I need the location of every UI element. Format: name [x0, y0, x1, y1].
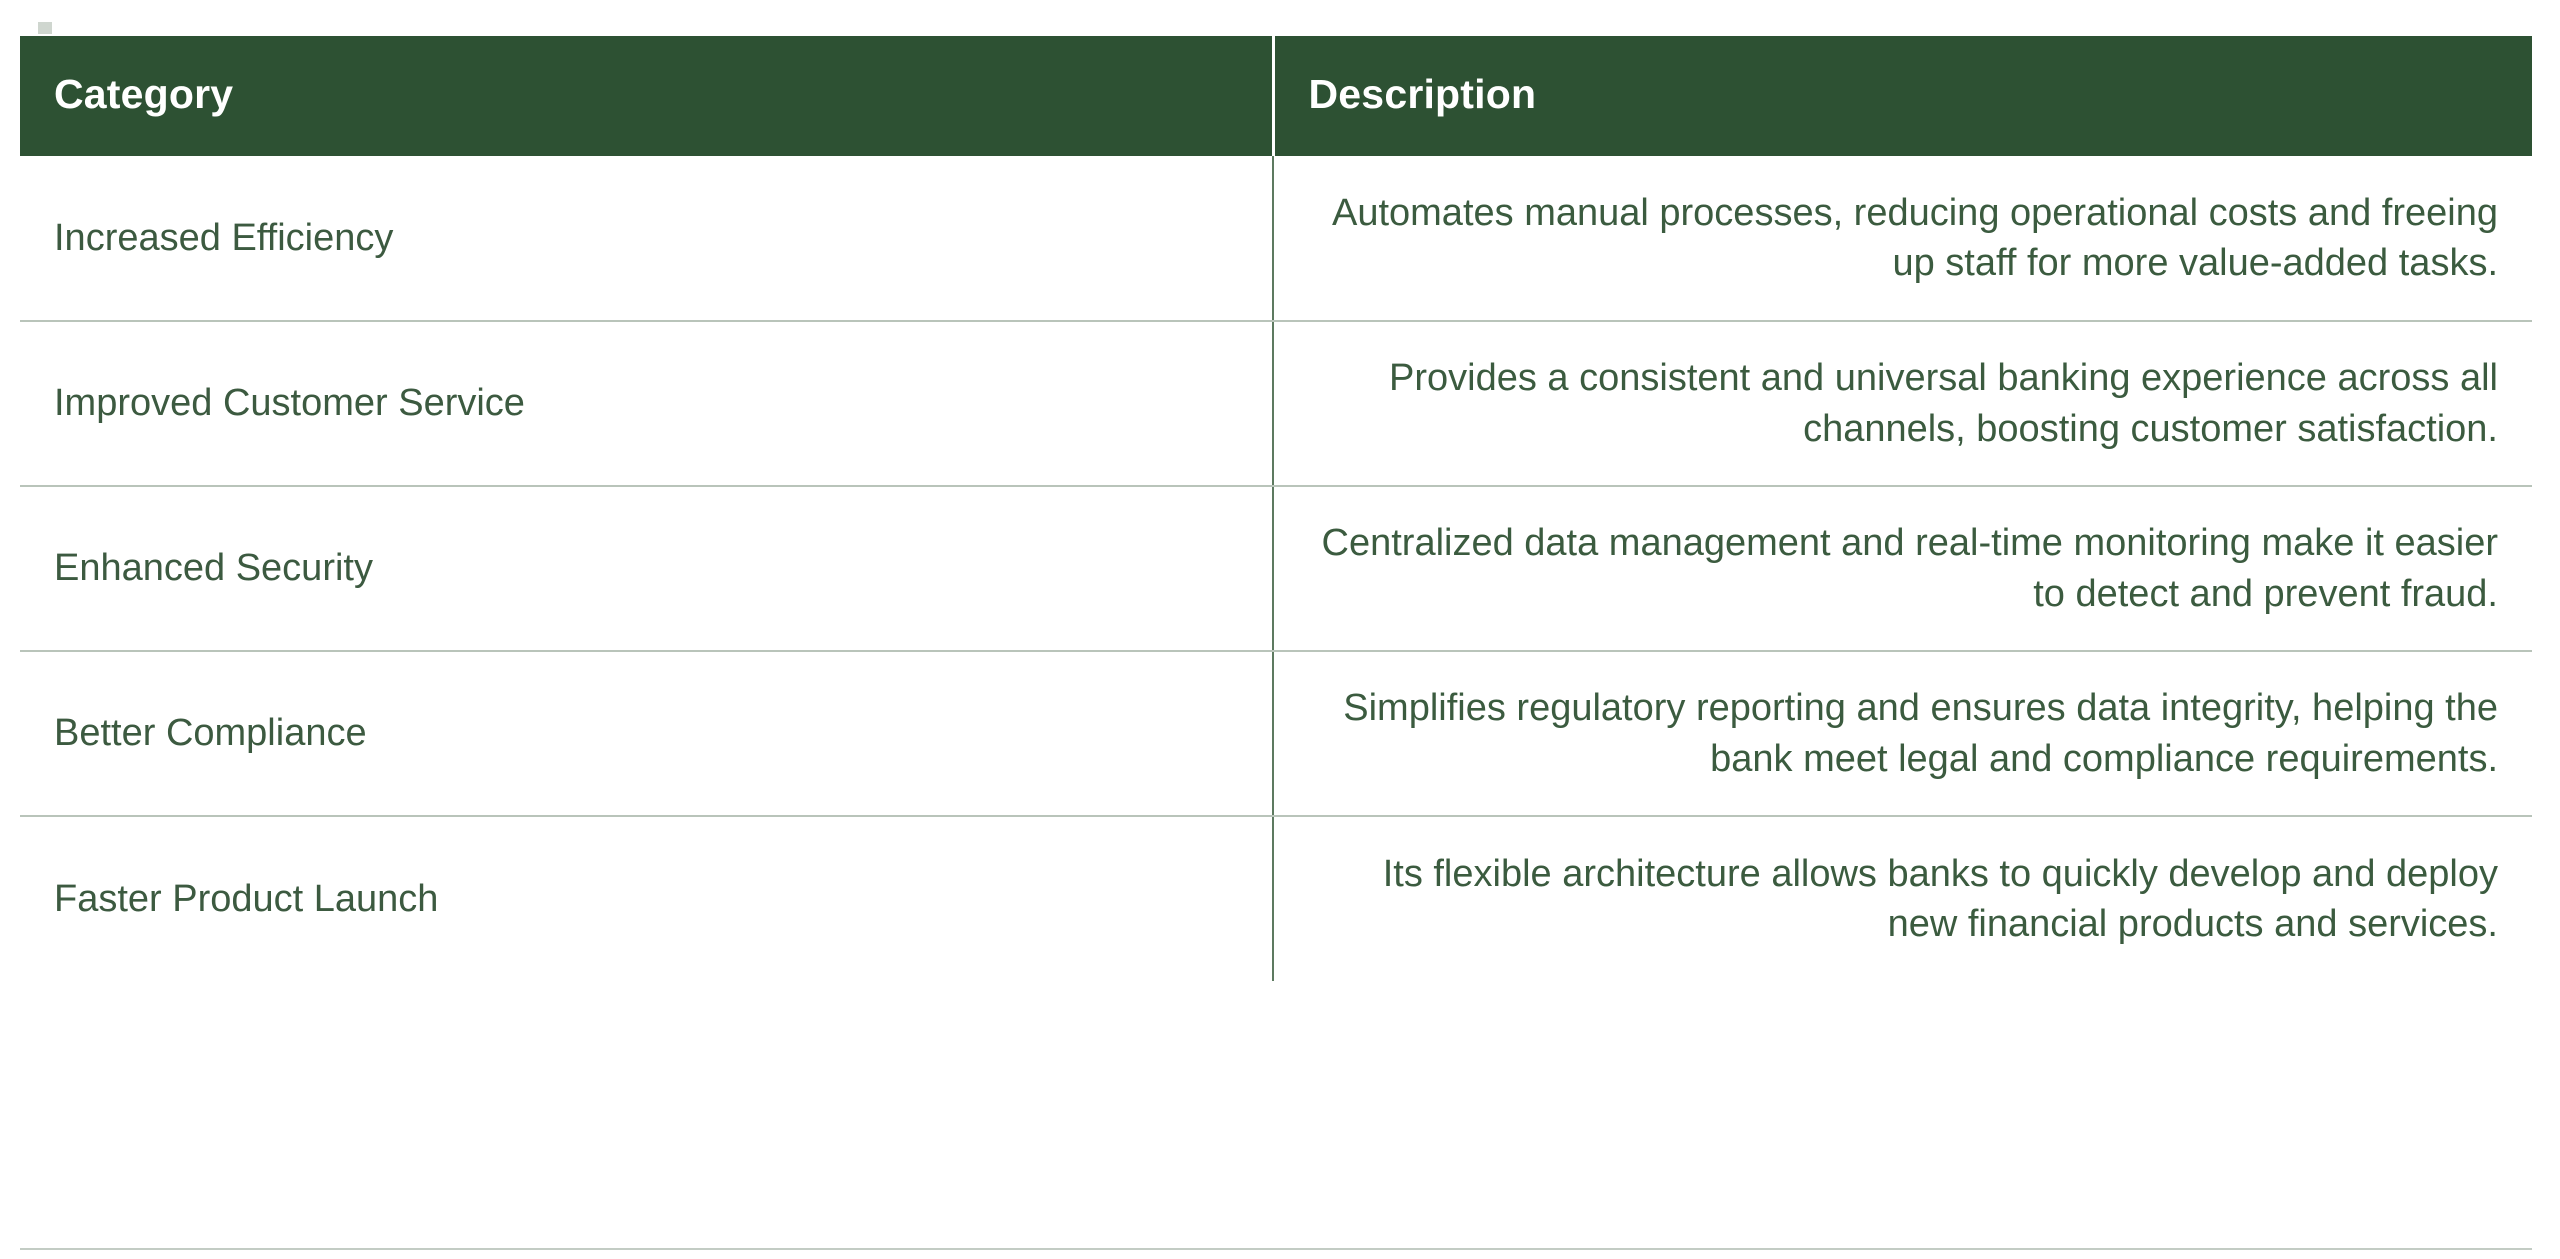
table-row	[20, 651, 2532, 816]
benefits-table	[20, 36, 2532, 981]
cell-description: Simplifies regulatory reporting and ensures data integrity, helping the bank meet legal and compliance requirements.	[1273, 651, 2532, 816]
cell-category: Enhanced Security	[20, 486, 1273, 651]
table-header-row	[20, 36, 2532, 156]
table-row	[20, 321, 2532, 486]
table-row	[20, 816, 2532, 981]
cell-category: Better Compliance	[20, 651, 1273, 816]
table-header	[20, 36, 2532, 156]
table-row	[20, 156, 2532, 321]
table-bottom-border	[20, 1248, 2532, 1250]
cell-category: Faster Product Launch	[20, 816, 1273, 981]
cell-description: Provides a consistent and universal banking experience across all channels, boosting customer satisfaction.	[1273, 321, 2532, 486]
cell-description: Centralized data management and real-time monitoring make it easier to detect and prevent fraud.	[1273, 486, 2532, 651]
table-container	[20, 36, 2532, 981]
cell-category: Improved Customer Service	[20, 321, 1273, 486]
column-header-description: Description	[1273, 36, 2532, 156]
cell-description: Automates manual processes, reducing operational costs and freeing up staff for more value-added tasks.	[1273, 156, 2532, 321]
table-body	[20, 156, 2532, 981]
column-header-category: Category	[20, 36, 1273, 156]
cell-description: Its flexible architecture allows banks to quickly develop and deploy new financial products and services.	[1382, 852, 2498, 945]
page-top-marker	[38, 22, 52, 34]
cell-category: Increased Efficiency	[20, 156, 1273, 321]
table-row	[20, 486, 2532, 651]
